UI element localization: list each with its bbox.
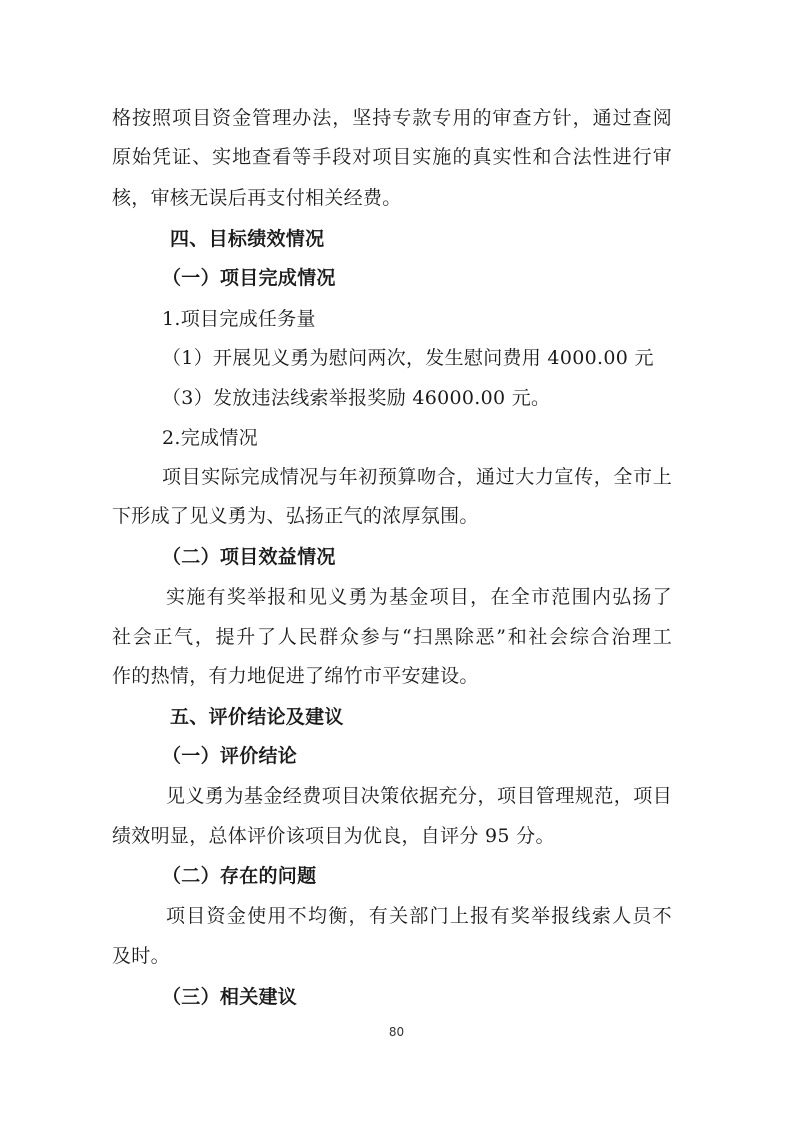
item-2-line-2: 下形成了见义勇为、弘扬正气的浓厚氛围。 — [112, 505, 479, 527]
conclusion-line-2: 绩效明显，总体评价该项目为优良，自评分 95 分。 — [112, 825, 555, 847]
problem-line-1: 项目资金使用不均衡，有关部门上报有奖举报线索人员不 — [166, 905, 672, 927]
problem-line-2: 及时。 — [112, 945, 170, 967]
section-5-sub-1-heading: （一）评价结论 — [162, 745, 298, 767]
benefit-line-3: 作的热情，有力地促进了绵竹市平安建设。 — [112, 665, 479, 687]
section-4-sub-1-heading: （一）项目完成情况 — [162, 267, 336, 289]
item-1-b: （3）发放违法线索举报奖励 46000.00 元。 — [162, 387, 551, 409]
intro-line-3: 核，审核无误后再支付相关经费。 — [112, 187, 402, 209]
intro-line-1: 格按照项目资金管理办法，坚持专款专用的审查方针，通过查阅 — [112, 107, 672, 129]
intro-line-2: 原始凭证、实地查看等手段对项目实施的真实性和合法性进行审 — [112, 146, 672, 168]
item-2-title: 2.完成情况 — [162, 427, 258, 449]
benefit-line-2: 社会正气，提升了人民群众参与“扫黑除恶”和社会综合治理工 — [112, 626, 672, 648]
section-5-sub-2-heading: （二）存在的问题 — [162, 865, 317, 887]
section-4-sub-2-heading: （二）项目效益情况 — [162, 546, 336, 568]
section-4-heading: 四、目标绩效情况 — [170, 228, 325, 250]
section-5-sub-3-heading: （三）相关建议 — [162, 986, 298, 1008]
benefit-line-1: 实施有奖举报和见义勇为基金项目，在全市范围内弘扬了 — [166, 586, 672, 608]
item-2-line-1: 项目实际完成情况与年初预算吻合，通过大力宣传，全市上 — [162, 466, 672, 488]
item-1-title: 1.项目完成任务量 — [162, 308, 316, 330]
item-1-a: （1）开展见义勇为慰问两次，发生慰问费用 4000.00 元 — [162, 347, 654, 369]
page-number: 80 — [388, 1025, 405, 1039]
section-5-heading: 五、评价结论及建议 — [170, 706, 344, 728]
conclusion-line-1: 见义勇为基金经费项目决策依据充分，项目管理规范，项目 — [166, 785, 672, 807]
